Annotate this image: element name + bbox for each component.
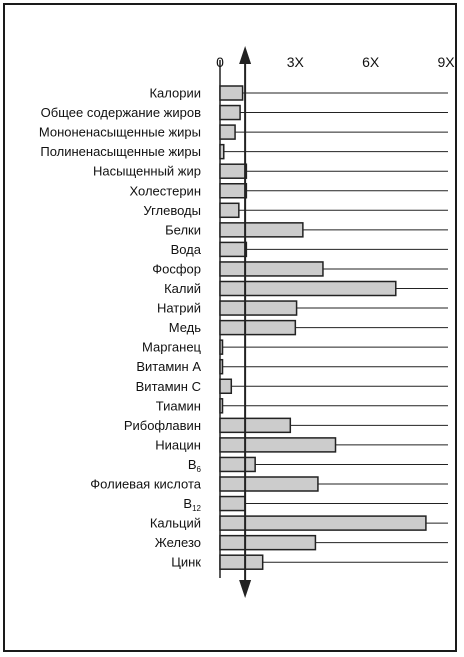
category-label-text: Холестерин <box>129 183 201 199</box>
category-label-text: Калории <box>149 85 201 101</box>
x-tick-label: 3X <box>286 54 304 70</box>
category-label-subscript: 12 <box>192 504 201 514</box>
bar <box>220 145 224 159</box>
category-label <box>150 516 201 531</box>
category-label <box>188 457 202 474</box>
category-label <box>136 359 201 374</box>
category-label-text: Витамин С <box>135 378 201 394</box>
x-tick-label: 0 <box>216 54 224 70</box>
arrow-down-icon <box>239 580 251 598</box>
category-labels <box>39 86 202 570</box>
category-label <box>41 105 201 120</box>
category-label-text: Кальций <box>149 515 201 531</box>
category-label <box>155 437 201 452</box>
category-label-text: Рибофлавин <box>123 417 201 433</box>
category-label-subscript: 6 <box>196 464 201 474</box>
category-label <box>142 340 202 355</box>
bar <box>220 477 318 491</box>
category-label <box>40 144 201 159</box>
category-label-text: Медь <box>168 320 201 336</box>
category-label <box>152 261 201 276</box>
category-label <box>165 222 201 237</box>
category-label <box>149 86 201 101</box>
bar <box>220 242 246 256</box>
bar <box>220 223 303 237</box>
bar <box>220 418 290 432</box>
category-label <box>90 477 201 492</box>
category-label <box>143 203 201 218</box>
category-label-text: Натрий <box>156 300 201 316</box>
category-label-text: Полиненасыщенные жиры <box>40 144 201 160</box>
category-label <box>93 164 201 179</box>
category-label <box>124 418 201 433</box>
category-label <box>157 301 201 316</box>
bar <box>220 555 263 569</box>
bar <box>220 86 243 100</box>
category-label <box>39 125 201 140</box>
category-label <box>136 379 201 394</box>
x-tick-label: 9X <box>437 54 455 70</box>
bar <box>220 360 223 374</box>
category-label <box>183 496 201 513</box>
bar <box>220 301 297 315</box>
category-label-text: Углеводы <box>143 202 201 218</box>
row-guidelines <box>220 60 448 578</box>
category-label <box>156 398 201 413</box>
category-label-text: Общее содержание жиров <box>40 105 201 121</box>
bar <box>220 497 245 511</box>
bar <box>220 106 240 120</box>
category-label-text: Тиамин <box>155 398 201 414</box>
bar <box>220 203 239 217</box>
category-label-text: Фолиевая кислота <box>90 476 201 492</box>
bar <box>220 184 246 198</box>
bar <box>220 282 396 296</box>
bar <box>220 262 323 276</box>
bar <box>220 536 315 550</box>
bar <box>220 457 255 471</box>
category-label-text: Витамин А <box>136 359 201 375</box>
category-label <box>155 535 201 550</box>
bar <box>220 516 426 530</box>
category-label <box>171 242 202 257</box>
bar <box>220 125 235 139</box>
category-label-text: Калий <box>164 281 201 296</box>
category-label-text: Белки <box>165 222 201 238</box>
bar <box>220 438 336 452</box>
category-label <box>171 555 201 570</box>
category-label-text: Марганец <box>142 339 201 355</box>
category-label-text: Ниацин <box>155 437 201 453</box>
arrow-up-icon <box>239 46 251 64</box>
bar <box>220 340 223 354</box>
bar <box>220 164 246 178</box>
category-label-text: Цинк <box>171 554 201 570</box>
category-label <box>164 281 201 296</box>
category-label-text: Мононенасыщенные жиры <box>38 124 201 140</box>
category-label-text: Железо <box>154 535 201 551</box>
bar <box>220 379 231 393</box>
category-label-text: B <box>183 496 193 512</box>
category-label <box>169 320 202 335</box>
x-tick-label: 6X <box>362 54 380 70</box>
category-label <box>130 183 202 198</box>
category-label-text: Вода <box>170 241 201 257</box>
category-label-text: B <box>187 456 197 472</box>
x-axis-ticks <box>216 54 455 70</box>
category-label-text: Насыщенный жир <box>92 163 201 179</box>
bar <box>220 399 223 413</box>
bar <box>220 321 295 335</box>
category-label-text: Фосфор <box>152 261 201 277</box>
